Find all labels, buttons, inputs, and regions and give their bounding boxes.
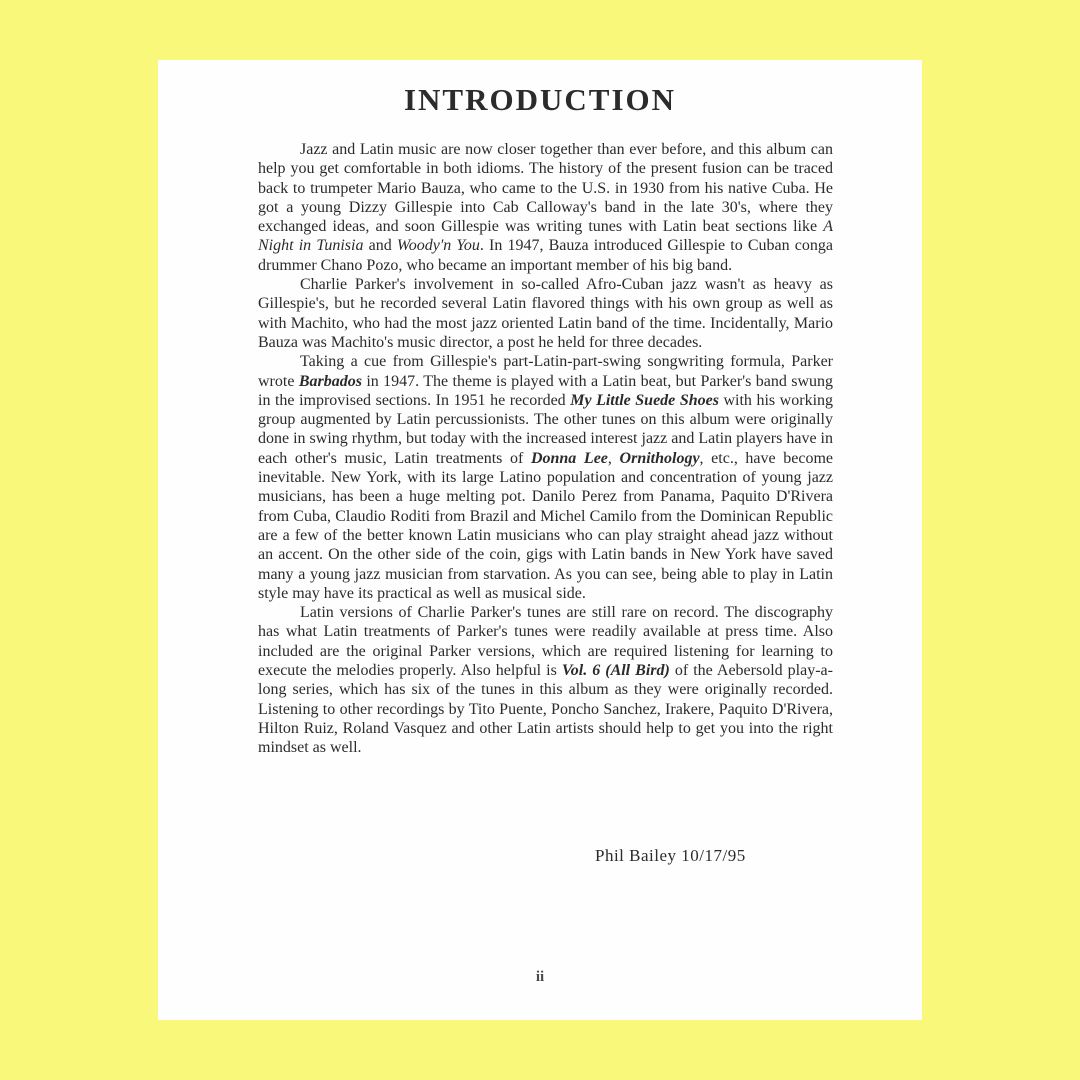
paragraph: [258, 275, 833, 352]
text-segment: and: [363, 237, 397, 255]
text-segment: ,: [607, 449, 620, 467]
text-segment: Charlie Parker's involvement in so-called Afro-Cuban jazz wasn't as heavy as Gillespie's, but he recorded several Latin flavored things with his own group as well as with Machito, who had the most jazz oriented Latin band of the time. Incidentally, Mario Bauza was Machito's music director, a post he held for three decades.: [258, 276, 833, 351]
page-title: INTRODUCTION: [403, 82, 677, 117]
tune-title: Vol. 6 (All Bird): [561, 662, 670, 680]
tune-title: Barbados: [298, 372, 362, 390]
tune-title: Woody'n You: [396, 237, 480, 255]
document-page: [158, 60, 922, 1020]
text-segment: with his working group augmented by Latin percussionists. The other tunes on this album were originally done in swing rhythm, but today with the increased interest jazz and Latin players have in each other's music, Latin treatments of: [258, 391, 834, 467]
text-segment: Taking a cue from Gillespie's part-Latin-part-swing songwriting formula, Parker wrote: [258, 353, 833, 390]
text-segment: in 1947. The theme is played with a Latin beat, but Parker's band swung in the improvised sections. In 1951 he recorded: [258, 372, 833, 409]
text-segment: Latin versions of Charlie Parker's tunes are still rare on record. The discography has what Latin treatments of Parker's tunes were readily available at press time. Also included are the original Parker versions, which are required listening for learning to execute the melodies properly. Also helpful is: [258, 604, 833, 680]
paragraph: [258, 603, 833, 757]
text-segment: Jazz and Latin music are now closer together than ever before, and this album can help you get comfortable in both idioms. The history of the present fusion can be traced back to trumpeter Mario Bauza, who came to the U.S. in 1930 from his native Cuba. He got a young Dizzy Gillespie into Cab Calloway's band in the late 30's, where they exchanged ideas, and soon Gillespie was writing tunes with Latin beat sections like: [258, 141, 833, 236]
text-segment: . In 1947, Bauza introduced Gillespie to Cuban conga drummer Chano Pozo, who became an important member of his big band.: [258, 237, 833, 274]
tune-title: A Night in Tunisia: [258, 218, 833, 255]
signature: Phil Bailey 10/17/95: [595, 846, 746, 865]
tune-title: Ornithology: [619, 449, 700, 467]
tune-title: Donna Lee: [530, 449, 608, 467]
paragraph: [258, 140, 833, 275]
page-number: ii: [535, 969, 545, 985]
paragraphs: [258, 140, 833, 758]
text-segment: of the Aebersold play-a-long series, which has six of the tunes in this album as they were originally recorded. Listening to other recordings by Tito Puente, Poncho Sanchez, Irakere, Paquito D'Rivera, Hilton Ruiz, Roland Vasquez and other Latin artists should help to get you into the right mindset as well.: [258, 662, 833, 757]
tune-title: My Little Suede Shoes: [570, 391, 719, 409]
paragraph: [258, 352, 833, 603]
text-segment: , etc., have become inevitable. New York, with its large Latino population and concentration of young jazz musicians, has been a huge melting pot. Danilo Perez from Panama, Paquito D'Rivera from Cuba, Claudio Roditi from Brazil and Michel Camilo from the Dominican Republic are a few of the better known Latin musicians who can play straight ahead jazz without an accent. On the other side of the coin, gigs with Latin bands in New York have saved many a young jazz musician from starvation. As you can see, being able to play in Latin style may have its practical as well as musical side.: [258, 449, 834, 602]
